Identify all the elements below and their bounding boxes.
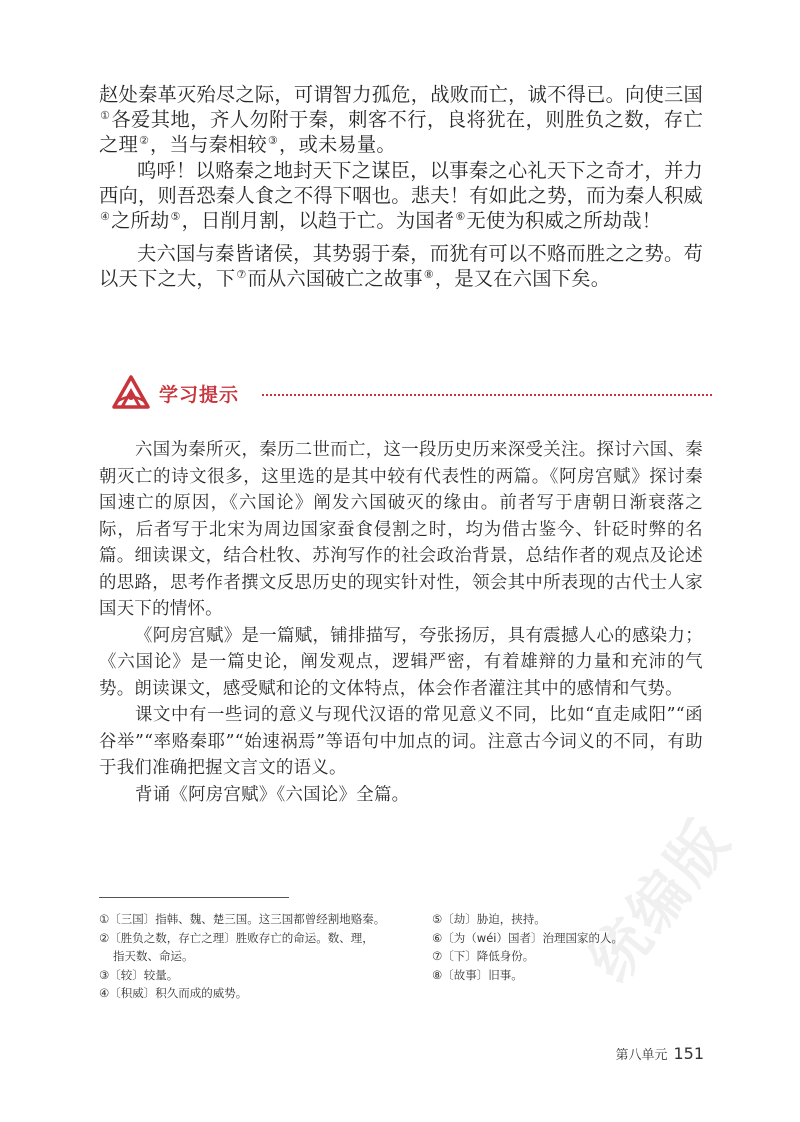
study-tips-body	[99, 437, 703, 808]
unit-label: 第八单元	[615, 1048, 668, 1063]
study-tips-header	[112, 375, 712, 411]
paragraph-1: 赵处秦革灭殆尽之际，可谓智力孤危，战败而亡，诚不得已。向使三国①各爱其地，齐人勿附于秦，刺客不行，良将犹在，则胜负之数，存亡之理②，当与秦相较③，或未易量。	[99, 83, 703, 157]
footnote-ref[interactable]: ③	[267, 133, 278, 147]
footnote-item: ①〔三国〕指韩、魏、楚三国。这三国都曾经割地赂秦。	[99, 912, 386, 926]
footnote-item: ⑧〔故事〕旧事。	[432, 967, 523, 982]
tips-paragraph: 六国为秦所灭，秦历二世而亡，这一段历史历来深受关注。探讨六国、秦朝灭亡的诗文很多，这里选的是其中较有代表性的两篇。《阿房宫赋》探讨秦国速亡的原因，《六国论》阐发六国破灭的缘由。前者写于唐朝日渐衰落之际，后者写于北宋为周边国家蚕食侵割之时，均为借古鉴今、针砭时弊的名篇。细读课文，结合杜牧、苏洵写作的社会政治背景，总结作者的观点及论述的思路，思考作者撰文反思历史的现实针对性，领会其中所表现的古代士人家国天下的情怀。	[99, 440, 703, 619]
footnote-ref[interactable]: ⑦	[236, 268, 247, 281]
footnote-ref[interactable]: ⑧	[423, 268, 434, 281]
footnote-item: ②〔胜负之数，存亡之理〕胜败存亡的命运。数、理，	[99, 930, 374, 945]
dotted-divider	[262, 394, 712, 396]
footnote-item: ⑦〔下〕降低身份。	[432, 949, 535, 963]
footnote-divider	[99, 897, 289, 898]
footnote-ref[interactable]: ②	[138, 133, 150, 147]
footnote-ref[interactable]: ⑥	[455, 209, 466, 223]
study-tips-title: 学习提示	[159, 384, 240, 406]
main-text	[99, 82, 703, 292]
tips-paragraph: 《阿房宫赋》是一篇赋，铺排描写，夸张扬厉，具有震撼人心的感染力；《六国论》是一篇史论，阐发观点，逻辑严密，有着雄辩的力量和充沛的气势。朗读课文，感受赋和论的文体特点，体会作者灌注其中的感情和气势。	[99, 625, 703, 699]
footnote-item: ⑤〔劫〕胁迫，挟持。	[432, 912, 546, 926]
footnotes-right	[432, 910, 712, 984]
footnotes-left	[99, 910, 419, 1003]
tips-paragraph: 背诵《阿房宫赋》《六国论》全篇。	[135, 784, 410, 805]
paragraph-2: 呜呼！以赂秦之地封天下之谋臣，以事秦之心礼天下之奇才，并力西向，则吾恐秦人食之不得下咽也。悲夫！有如此之势，而为秦人积威④之所劫⑤，日削月割，以趋于亡。为国者⑥无使为积威之所劫哉！	[99, 158, 703, 233]
footnote-ref[interactable]: ④	[100, 209, 111, 223]
footnote-item: ⑥〔为（wéi）国者〕治理国家的人。	[432, 930, 623, 945]
watermark: 统编版	[575, 805, 745, 995]
footnote-ref[interactable]: ①	[100, 108, 111, 122]
study-tips-logo-icon	[112, 375, 150, 411]
tips-paragraph: 课文中有一些词的意义与现代汉语的常见意义不同，比如“直走咸阳”“函谷举”“率赂秦耶”“始速祸焉”等语句中加点的词。注意古今词义的不同，有助于我们准确把握文言文的语义。	[99, 705, 703, 778]
footnote-item: ④〔积威〕积久而成的威势。	[99, 986, 248, 1000]
page-footer	[615, 1043, 704, 1063]
footnote-ref[interactable]: ⑤	[170, 209, 181, 223]
footnote-item: 指天数、命运。	[113, 949, 194, 963]
page-number: 151	[673, 1044, 704, 1063]
footnote-item: ③〔较〕较量。	[99, 967, 179, 982]
paragraph-3: 夫六国与秦皆诸侯，其势弱于秦，而犹有可以不赂而胜之之势。苟以天下之大，下⑦而从六国破亡之故事⑧，是又在六国下矣。	[99, 242, 703, 291]
